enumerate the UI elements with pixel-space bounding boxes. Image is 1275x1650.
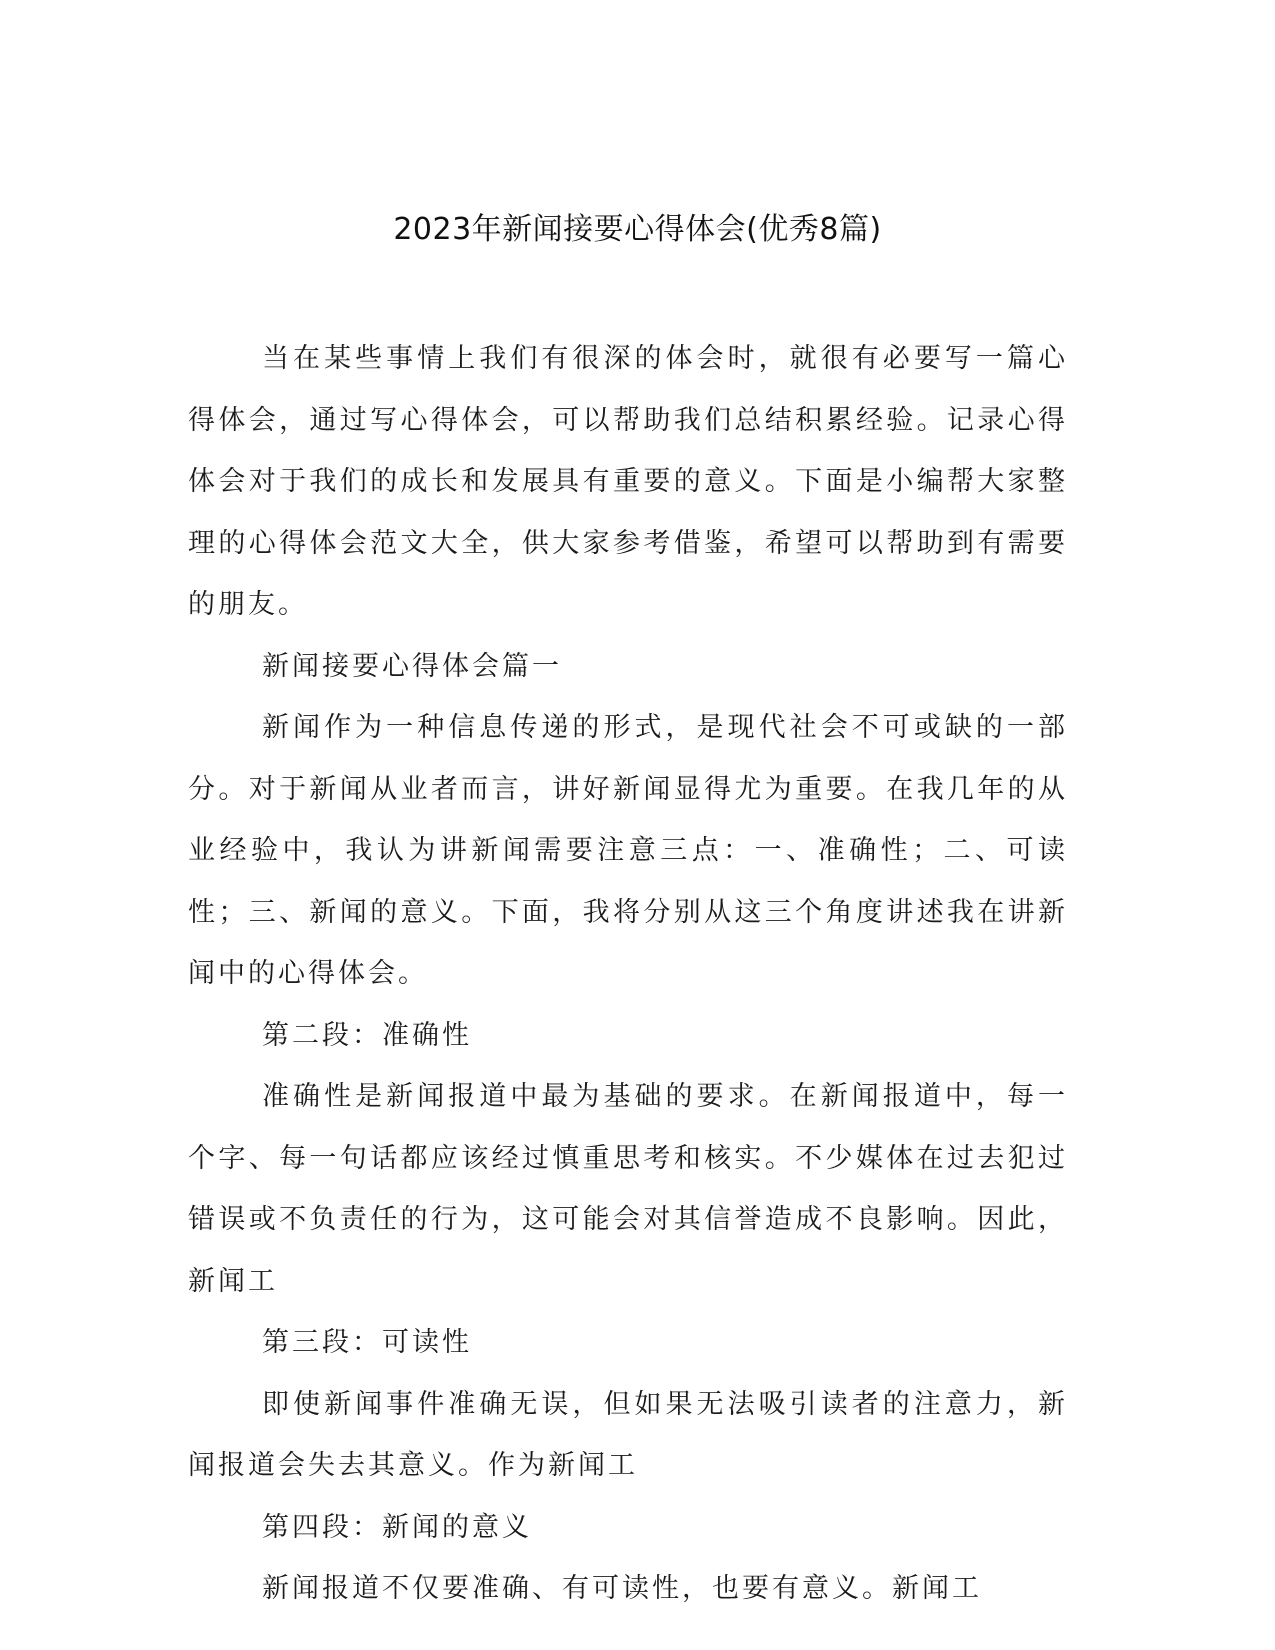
- body-paragraph: 新闻报道不仅要准确、有可读性，也要有意义。新闻工: [262, 1573, 982, 1604]
- section-heading-readability: 第三段：可读性: [262, 1327, 472, 1358]
- document-body: [188, 328, 1068, 1620]
- document-title: 2023年新闻接要心得体会(优秀8篇): [393, 212, 882, 247]
- body-paragraph: 新闻作为一种信息传递的形式，是现代社会不可或缺的一部分。对于新闻从业者而言，讲好新闻显得尤为重要。在我几年的从业经验中，我认为讲新闻需要注意三点：一、准确性；二、可读性；三、新闻的意义。下面，我将分别从这三个角度讲述我在讲新闻中的心得体会。: [188, 712, 1068, 989]
- intro-paragraph: 当在某些事情上我们有很深的体会时，就很有必要写一篇心得体会，通过写心得体会，可以帮助我们总结积累经验。记录心得体会对于我们的成长和发展具有重要的意义。下面是小编帮大家整理的心得体会范文大全，供大家参考借鉴，希望可以帮助到有需要的朋友。: [188, 343, 1068, 620]
- section-heading-part-one: 新闻接要心得体会篇一: [262, 650, 562, 682]
- body-paragraph: 即使新闻事件准确无误，但如果无法吸引读者的注意力，新闻报道会失去其意义。作为新闻工: [188, 1388, 1068, 1481]
- body-paragraph: 准确性是新闻报道中最为基础的要求。在新闻报道中，每一个字、每一句话都应该经过慎重思考和核实。不少媒体在过去犯过错误或不负责任的行为，这可能会对其信誉造成不良影响。因此，新闻工: [188, 1081, 1068, 1297]
- section-heading-significance: 第四段：新闻的意义: [262, 1511, 532, 1543]
- section-heading-accuracy: 第二段：准确性: [262, 1019, 472, 1051]
